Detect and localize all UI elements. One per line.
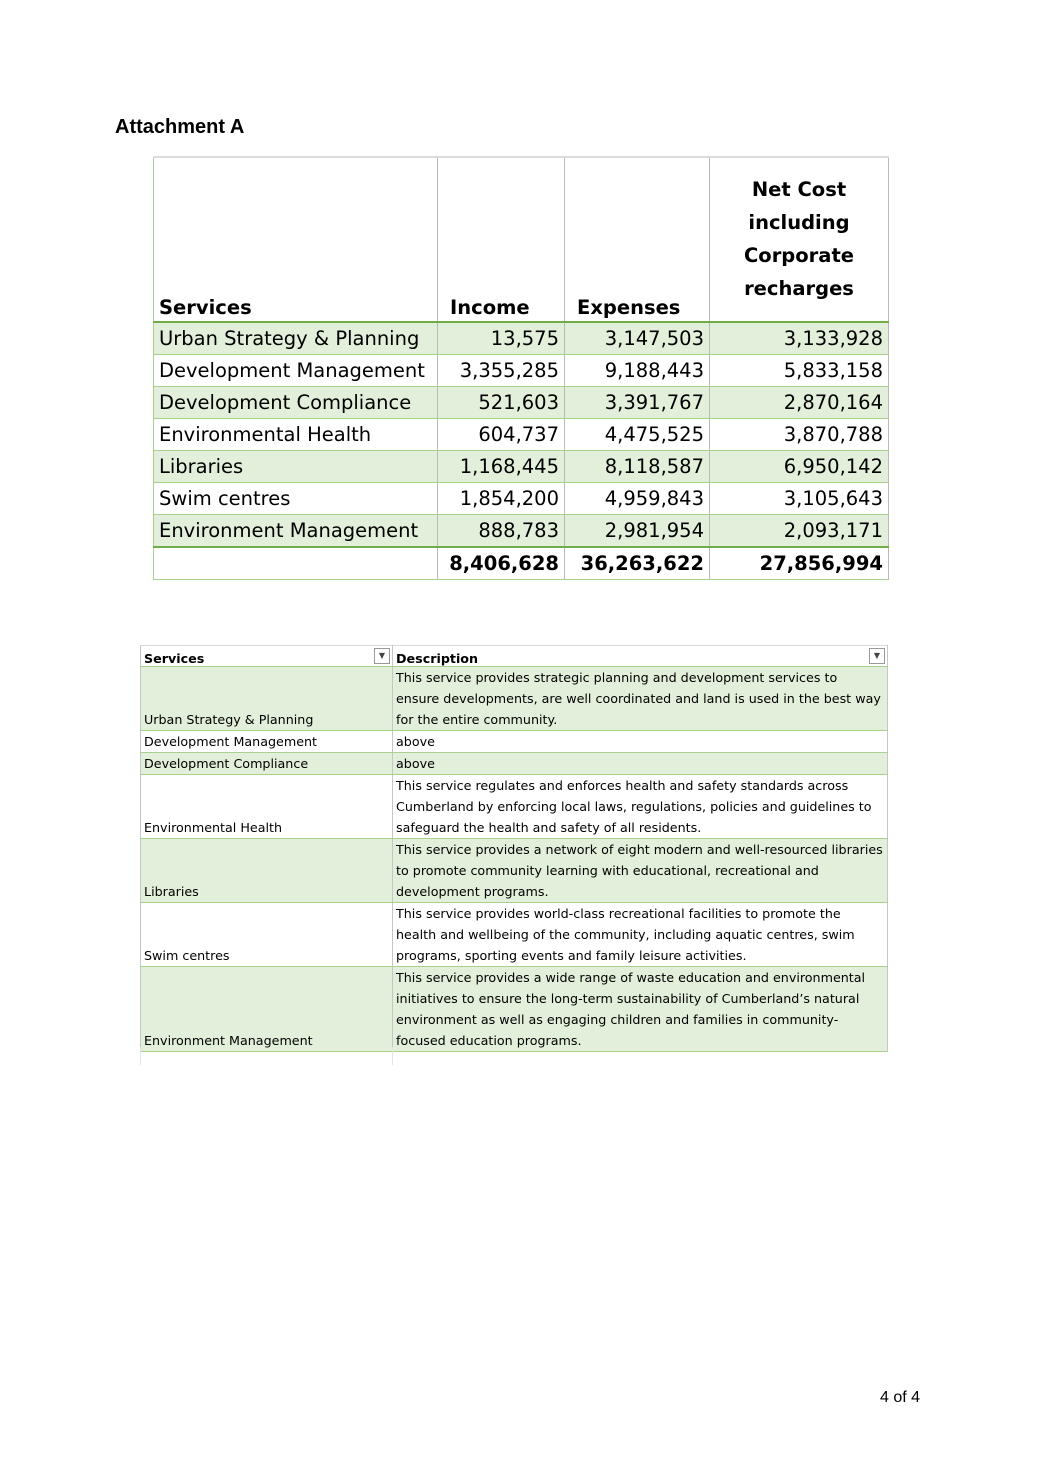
expenses-cell: 4,959,843: [565, 483, 710, 515]
total-expenses-cell: 36,263,622: [565, 547, 710, 580]
income-cell: 521,603: [438, 387, 565, 419]
table-row: [154, 387, 889, 419]
table-row: [154, 419, 889, 451]
net-cost-cell: 6,950,142: [710, 451, 889, 483]
expenses-cell: 4,475,525: [565, 419, 710, 451]
income-cell: 1,168,445: [438, 451, 565, 483]
totals-row: [154, 547, 889, 580]
table-row: [154, 515, 889, 548]
service-cell: Swim centres: [141, 903, 393, 967]
service-cell: Development Management: [141, 731, 393, 753]
service-cell: Environment Management: [141, 967, 393, 1052]
income-cell: 3,355,285: [438, 355, 565, 387]
service-cell: Libraries: [141, 839, 393, 903]
description-cell: This service regulates and enforces health and safety standards across Cumberland by enforcing local laws, regulations, policies and guidelines to safeguard the health and safety of all residents.: [393, 775, 888, 839]
description-cell: This service provides world-class recreational facilities to promote the health and wellbeing of the community, including aquatic centres, swim programs, sporting events and family leisure activities.: [393, 903, 888, 967]
description-cell: above: [393, 753, 888, 775]
attachment-title: Attachment A: [115, 116, 245, 138]
table-row: [141, 731, 888, 753]
filter-dropdown-icon[interactable]: ▼: [869, 648, 885, 664]
total-net-cost-cell: 27,856,994: [710, 547, 889, 580]
col-header-services: [141, 646, 393, 667]
cost-table-header: [154, 157, 889, 322]
expenses-cell: 3,147,503: [565, 322, 710, 355]
description-cell: This service provides a wide range of waste education and environmental initiatives to ensure the long-term sustainability of Cumberland’s natural environment as well as engaging children and families in community-focused education programs.: [393, 967, 888, 1052]
col-header-net-cost: Net Cost including Corporate recharges: [710, 157, 889, 322]
total-income-cell: 8,406,628: [438, 547, 565, 580]
col-header-description-label: Description: [396, 651, 479, 666]
service-cell: Swim centres: [154, 483, 438, 515]
col-header-expenses: Expenses: [565, 157, 710, 322]
description-cell: This service provides a network of eight modern and well-resourced libraries to promote community learning with educational, recreational and development programs.: [393, 839, 888, 903]
table-row: [154, 451, 889, 483]
col-header-description: [393, 646, 888, 667]
table-row: [141, 903, 888, 967]
description-table: [140, 645, 888, 1052]
service-cell: Urban Strategy & Planning: [141, 667, 393, 731]
net-cost-cell: 2,870,164: [710, 387, 889, 419]
income-cell: 13,575: [438, 322, 565, 355]
income-cell: 604,737: [438, 419, 565, 451]
col-header-services: Services: [154, 157, 438, 322]
table-row: [141, 839, 888, 903]
filter-dropdown-icon[interactable]: ▼: [374, 648, 390, 664]
service-cell: Environmental Health: [141, 775, 393, 839]
service-cell: Urban Strategy & Planning: [154, 322, 438, 355]
gridline-divider: [392, 1047, 393, 1065]
description-cell: This service provides strategic planning and development services to ensure developments, are well coordinated and land is used in the best way for the entire community.: [393, 667, 888, 731]
col-header-services-label: Services: [144, 651, 205, 666]
table-row: [154, 483, 889, 515]
net-cost-cell: 5,833,158: [710, 355, 889, 387]
description-table-header: [141, 646, 888, 667]
service-cell: Development Compliance: [154, 387, 438, 419]
service-cell: Environment Management: [154, 515, 438, 548]
expenses-cell: 2,981,954: [565, 515, 710, 548]
net-cost-cell: 3,870,788: [710, 419, 889, 451]
service-cell: Environmental Health: [154, 419, 438, 451]
cost-table: [153, 156, 889, 580]
expenses-cell: 8,118,587: [565, 451, 710, 483]
income-cell: 888,783: [438, 515, 565, 548]
table-row: [154, 355, 889, 387]
gridline-residue: [140, 1047, 888, 1065]
table-row: [141, 967, 888, 1052]
net-cost-cell: 3,133,928: [710, 322, 889, 355]
table-row: [141, 753, 888, 775]
expenses-cell: 9,188,443: [565, 355, 710, 387]
service-cell: Development Compliance: [141, 753, 393, 775]
col-header-income: Income: [438, 157, 565, 322]
description-cell: above: [393, 731, 888, 753]
expenses-cell: 3,391,767: [565, 387, 710, 419]
service-cell: Libraries: [154, 451, 438, 483]
table-row: [141, 667, 888, 731]
page-number: 4 of 4: [880, 1389, 921, 1406]
net-cost-cell: 3,105,643: [710, 483, 889, 515]
net-cost-cell: 2,093,171: [710, 515, 889, 548]
table-row: [141, 775, 888, 839]
service-cell: Development Management: [154, 355, 438, 387]
income-cell: 1,854,200: [438, 483, 565, 515]
totals-label-cell: [154, 547, 438, 580]
table-row: [154, 322, 889, 355]
